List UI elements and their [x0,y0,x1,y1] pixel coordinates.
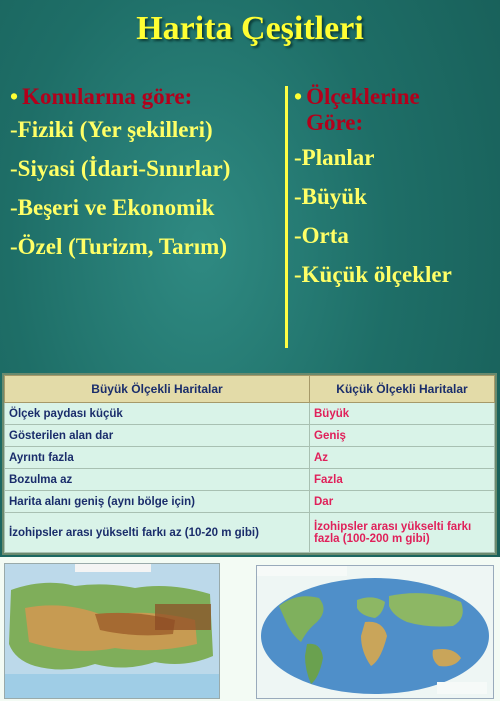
right-item: -Orta [294,223,349,248]
left-item: -Özel (Turizm, Tarım) [10,234,227,259]
turkey-map-image [4,563,220,699]
table-row [5,469,495,491]
left-item: -Siyasi (İdari-Sınırlar) [10,156,231,181]
table-cell: Az [310,447,495,469]
table-row [5,403,495,425]
slide-title: Harita Çeşitleri [136,10,364,47]
right-heading-text: Ölçeklerine Göre: [306,84,420,135]
left-column [10,84,280,266]
table-cell: Harita alanı geniş (aynı bölge için) [5,491,310,513]
table-cell: Fazla [310,469,495,491]
right-column [294,84,494,294]
table-row [5,447,495,469]
left-heading-text: Konularına göre: [22,84,193,109]
bullet-icon: • [294,84,303,109]
left-heading [10,84,280,110]
table-cell: Ölçek paydası küçük [5,403,310,425]
table-cell: Ayrıntı fazla [5,447,310,469]
table-cell: Dar [310,491,495,513]
table-cell: İzohipsler arası yükselti farkı fazla (100-200 m gibi) [310,513,495,553]
world-physical-map-icon [257,566,493,698]
turkey-physical-map-icon [5,564,219,698]
world-map-image [256,565,494,699]
right-item: -Planlar [294,145,375,170]
left-item: -Beşeri ve Ekonomik [10,195,215,220]
table-row [5,425,495,447]
table-cell: İzohipsler arası yükselti farkı az (10-20 m gibi) [5,513,310,553]
table-cell: Gösterilen alan dar [5,425,310,447]
table-header: Küçük Ölçekli Haritalar [310,376,495,403]
bullet-icon: • [10,84,19,109]
right-item: -Küçük ölçekler [294,262,452,287]
column-divider [285,86,288,348]
maps-panel [0,557,500,701]
table-cell: Geniş [310,425,495,447]
comparison-table [2,373,497,555]
table-cell: Büyük [310,403,495,425]
table-header: Büyük Ölçekli Haritalar [5,376,310,403]
table-row [5,491,495,513]
table-row [5,513,495,553]
left-item: -Fiziki (Yer şekilleri) [10,117,213,142]
table-cell: Bozulma az [5,469,310,491]
right-item: -Büyük [294,184,367,209]
right-heading [294,84,464,136]
table-header-row [5,376,495,403]
